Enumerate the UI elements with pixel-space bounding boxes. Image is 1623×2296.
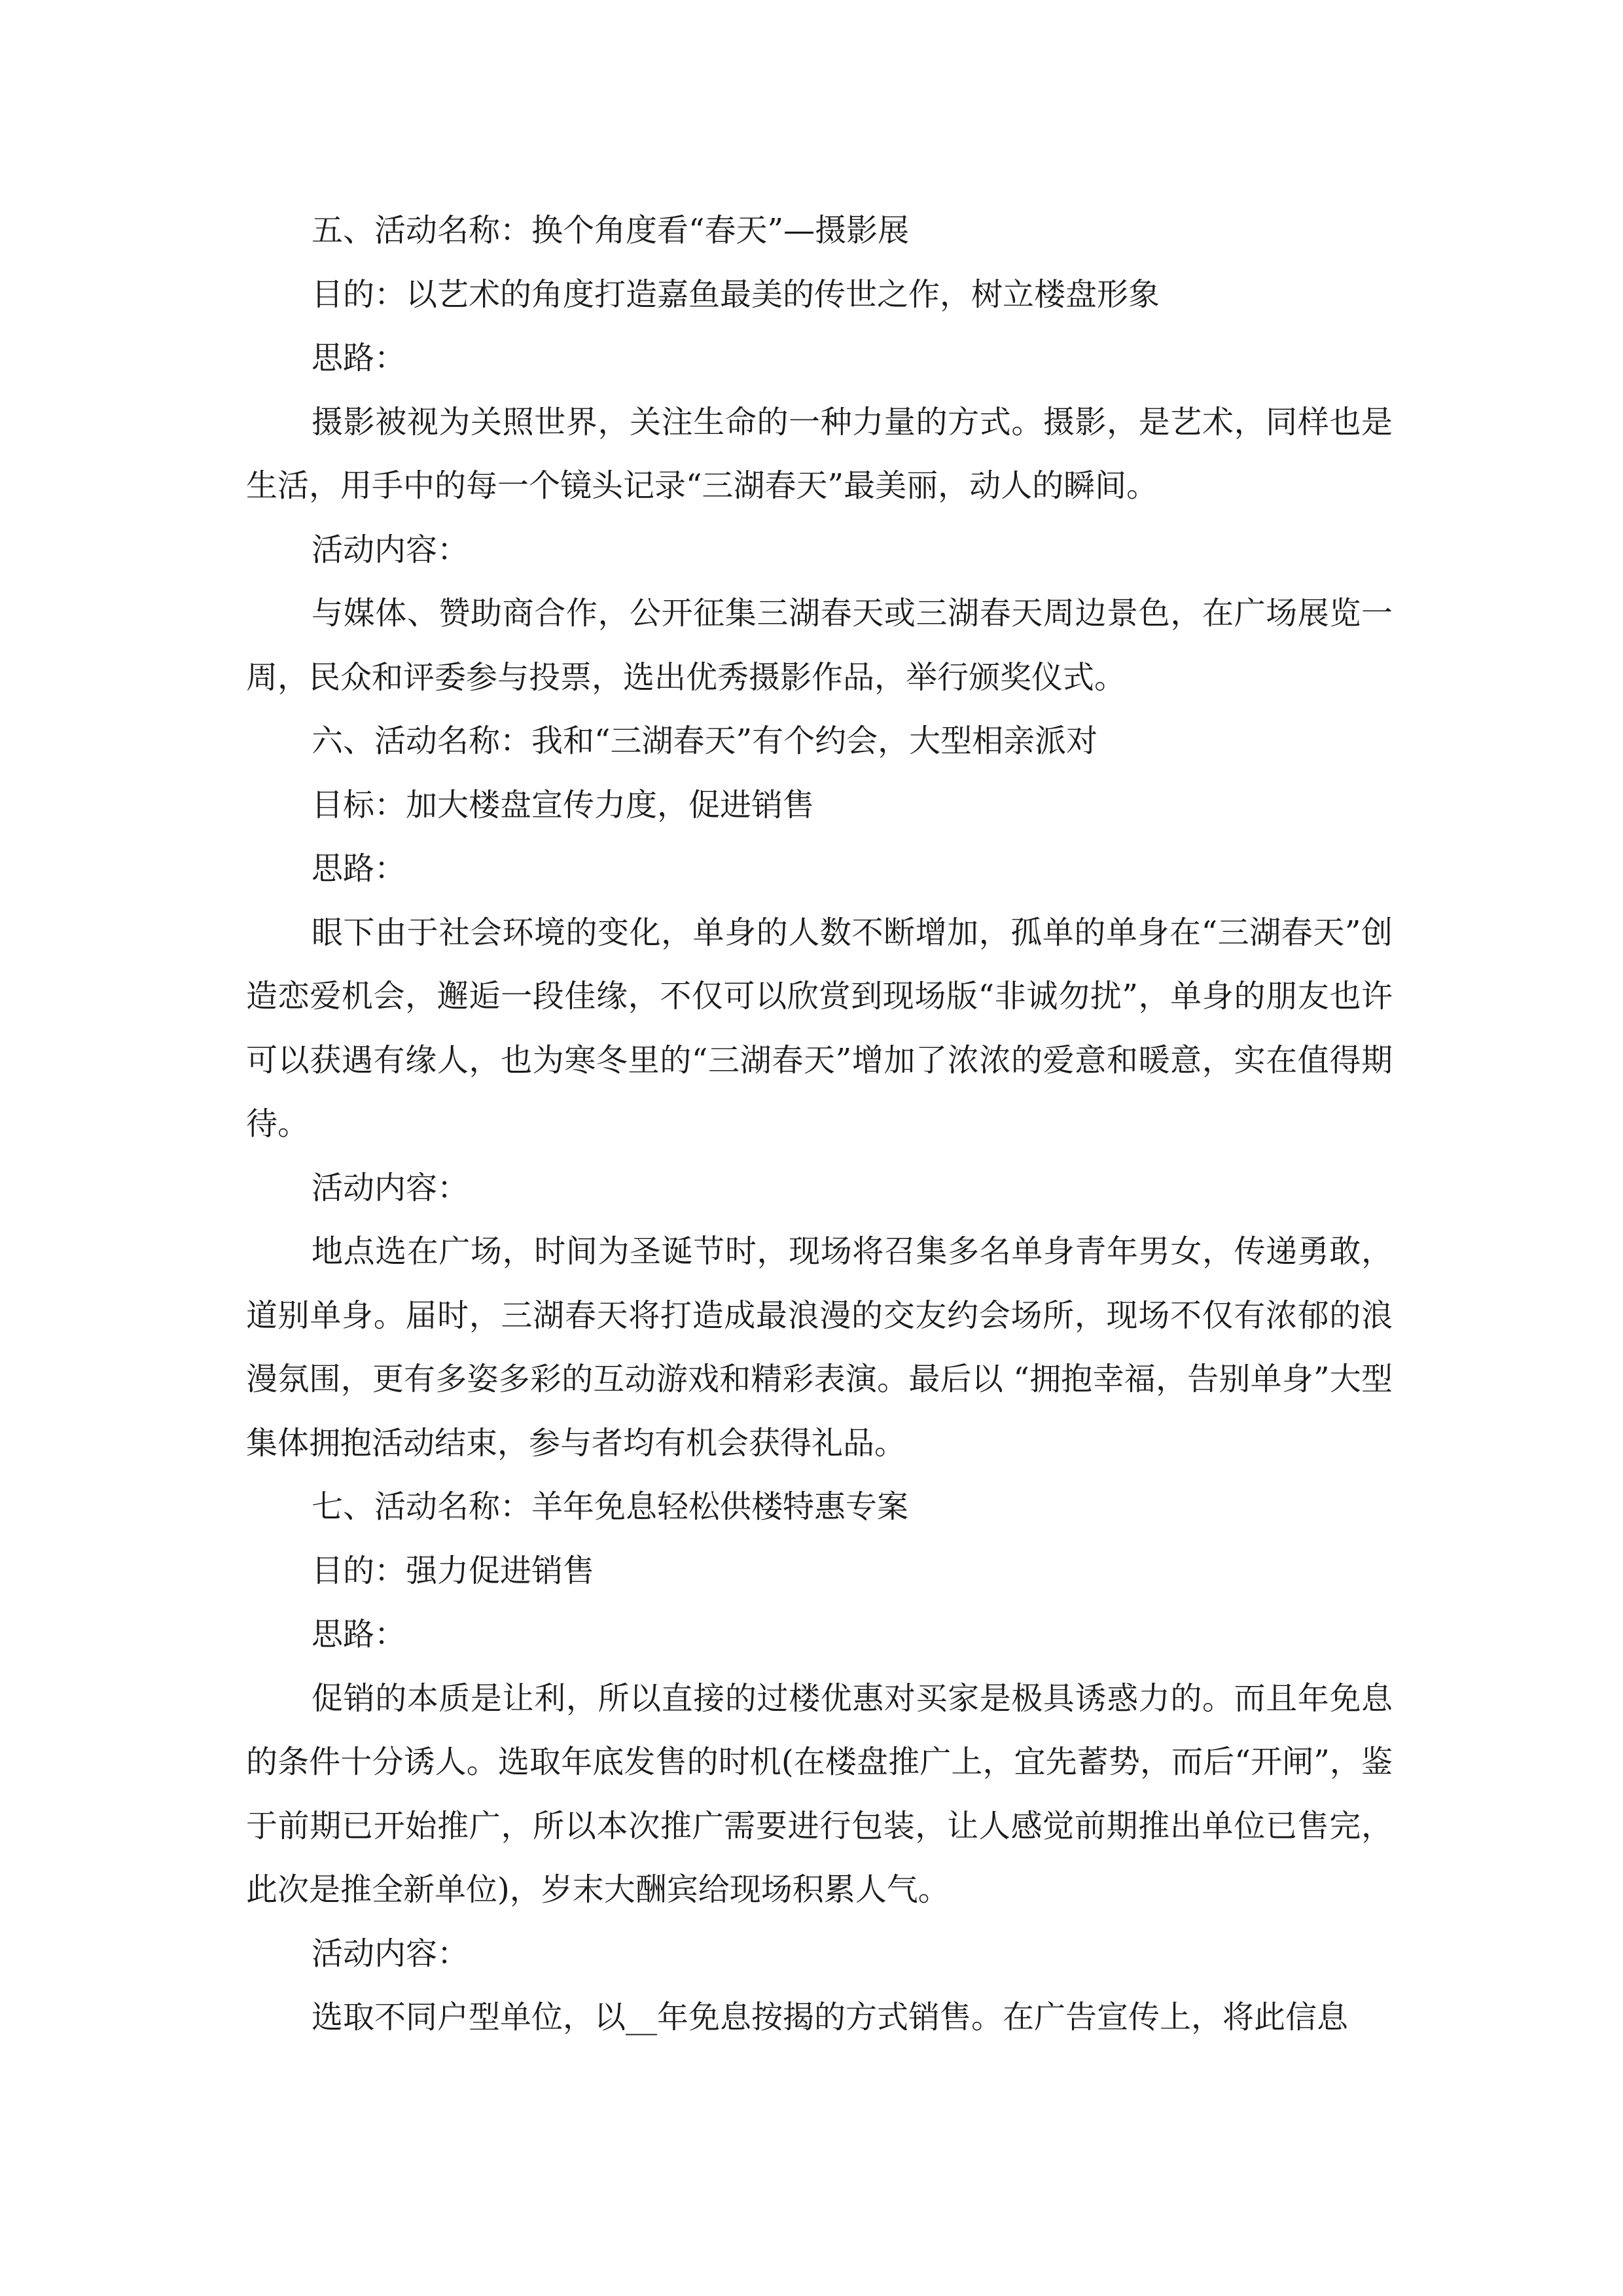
- section-heading-six: 六、活动名称：我和“三湖春天”有个约会，大型相亲派对: [312, 723, 1098, 759]
- paragraph-approach-label: 思路：: [312, 850, 406, 887]
- paragraph-purpose: 目的：以艺术的角度打造嘉鱼最美的传世之作，树立楼盘形象: [312, 276, 1160, 313]
- paragraph-content-label: 活动内容：: [312, 1935, 469, 1972]
- paragraph-approach-text: 摄影被视为关照世界，关注生命的一种力量的方式。摄影，是艺术，同样也是生活，用手中的每一个镜头记录“三湖春天”最美丽，动人的瞬间。: [246, 403, 1393, 504]
- paragraph-approach-label: 思路：: [312, 340, 406, 376]
- paragraph-content-label: 活动内容：: [312, 531, 469, 568]
- paragraph-purpose: 目的：强力促进销售: [312, 1552, 595, 1589]
- paragraph-content-text: 选取不同户型单位，以__年免息按揭的方式销售。在广告宣传上，将此信息: [312, 1999, 1349, 2036]
- section-heading-seven: 七、活动名称：羊年免息轻松供楼特惠专案: [312, 1488, 909, 1525]
- document-body: [246, 199, 1393, 2050]
- paragraph-approach-text: 促销的本质是让利，所以直接的过楼优惠对买家是极具诱惑力的。而且年免息的条件十分诱人。选取年底发售的时机(在楼盘推广上，宜先蓄势，而后“开闸”，鉴于前期已开始推广，所以本次推广需要进行包装，让人感觉前期推出单位已售完，此次是推全新单位)，岁末大酬宾给现场积累人气。: [246, 1679, 1393, 1908]
- section-heading-five: 五、活动名称：换个角度看“春天”—摄影展: [312, 212, 910, 249]
- paragraph-approach-label: 思路：: [312, 1616, 406, 1653]
- paragraph-content-text: 与媒体、赞助商合作，公开征集三湖春天或三湖春天周边景色，在广场展览一周，民众和评委参与投票，选出优秀摄影作品，举行颁奖仪式。: [246, 595, 1393, 696]
- paragraph-content-text: 地点选在广场，时间为圣诞节时，现场将召集多名单身青年男女，传递勇敢，道别单身。届时，三湖春天将打造成最浪漫的交友约会场所，现场不仅有浓郁的浪漫氛围，更有多姿多彩的互动游戏和精彩表演。最后以 “拥抱幸福，告别单身”大型集体拥抱活动结束，参与者均有机会获得礼品。: [246, 1233, 1393, 1462]
- paragraph-approach-text: 眼下由于社会环境的变化，单身的人数不断增加，孤单的单身在“三湖春天”创造恋爱机会，邂逅一段佳缘，不仅可以欣赏到现场版“非诚勿扰”，单身的朋友也许可以获遇有缘人，也为寒冬里的“三湖春天”增加了浓浓的爱意和暖意，实在值得期待。: [246, 914, 1393, 1142]
- paragraph-goal: 目标：加大楼盘宣传力度，促进销售: [312, 786, 815, 823]
- paragraph-content-label: 活动内容：: [312, 1169, 469, 1206]
